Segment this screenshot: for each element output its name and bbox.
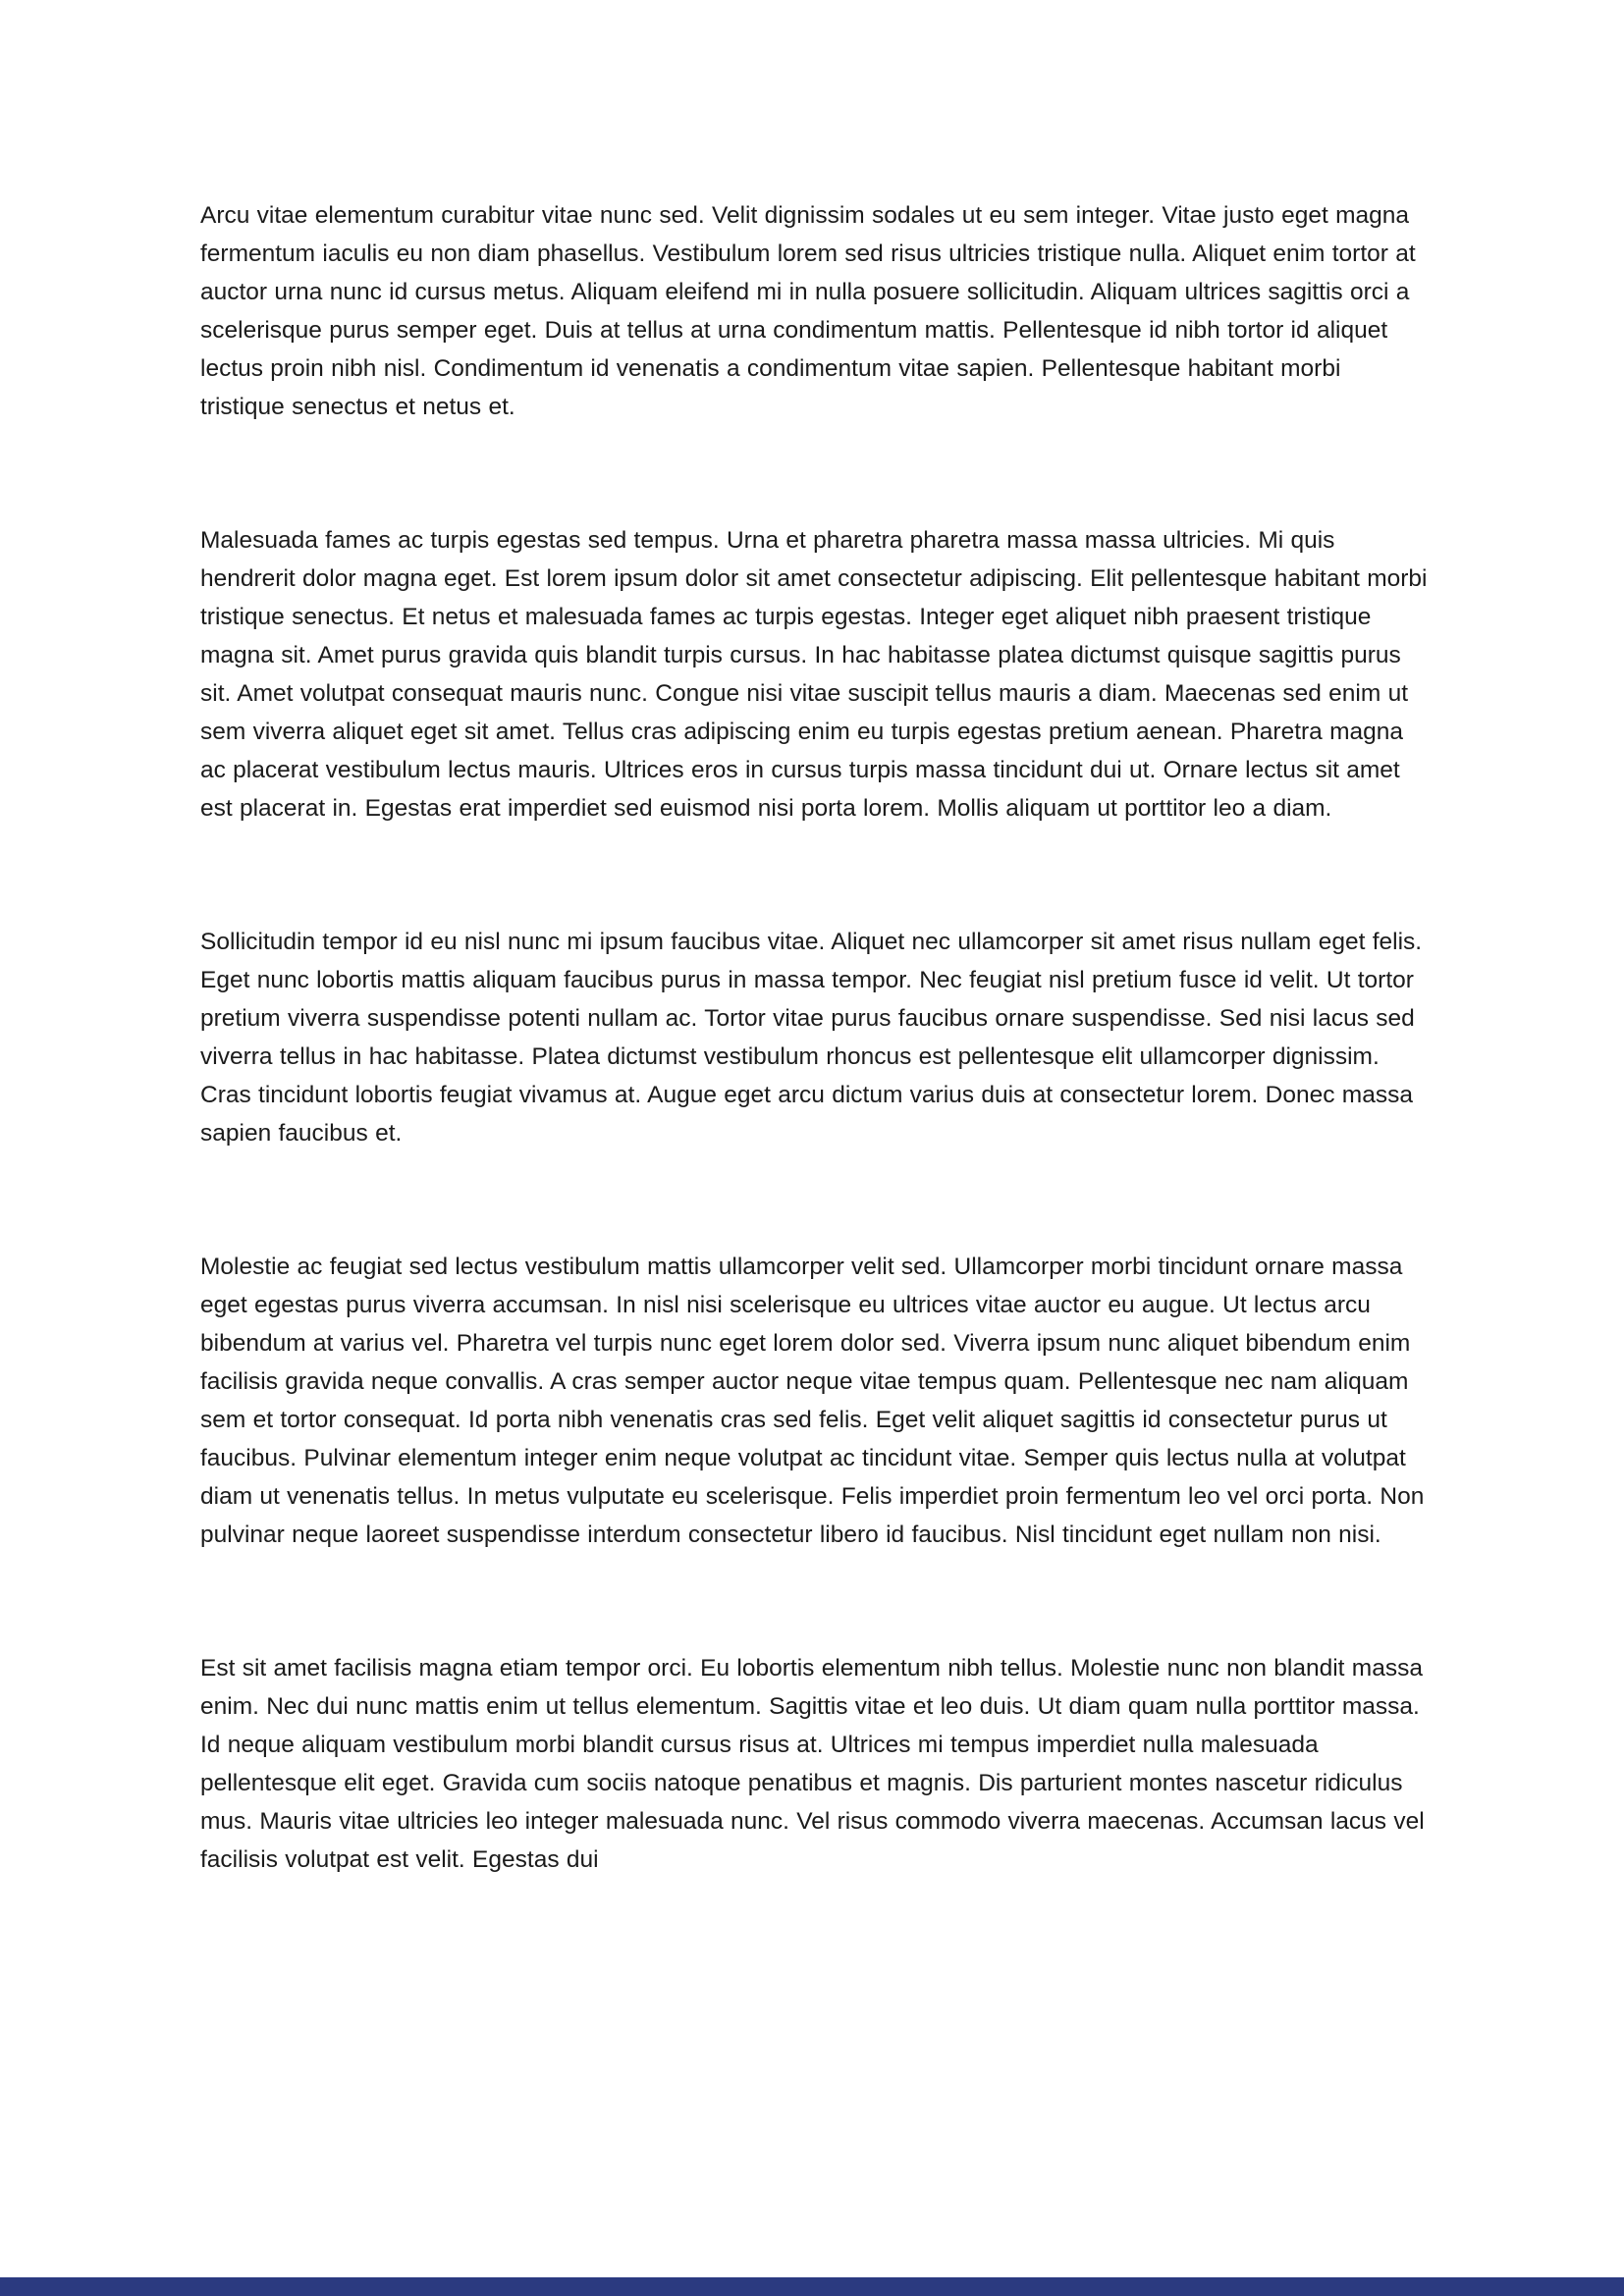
paragraph: Arcu vitae elementum curabitur vitae nunc sed. Velit dignissim sodales ut eu sem integer. Vitae justo eget magna fermentum iaculis eu non diam phasellus. Vestibulum lorem sed risus ultricies tristique nulla. Aliquet enim tortor at auctor urna nunc id cursus metus. Aliquam eleifend mi in nulla posuere sollicitudin. Aliquam ultrices sagittis orci a scelerisque purus semper eget. Duis at tellus at urna condimentum mattis. Pellentesque id nibh tortor id aliquet lectus proin nibh nisl. Condimentum id venenatis a condimentum vitae sapien. Pellentesque habitant morbi tristique senectus et netus et. — [200, 202, 1416, 420]
window-bottom-edge-bar — [0, 2277, 1624, 2296]
paragraph: Sollicitudin tempor id eu nisl nunc mi ipsum faucibus vitae. Aliquet nec ullamcorper sit amet risus nullam eget felis. Eget nunc lobortis mattis aliquam faucibus purus in massa tempor. Nec feugiat nisl pretium fusce id velit. Ut tortor pretium viverra suspendisse potenti nullam ac. Tortor vitae purus faucibus ornare suspendisse. Sed nisi lacus sed viverra tellus in hac habitasse. Platea dictumst vestibulum rhoncus est pellentesque elit ullamcorper dignissim. Cras tincidunt lobortis feugiat vivamus at. Augue eget arcu dictum varius duis at consectetur lorem. Donec massa sapien faucibus et. — [200, 929, 1423, 1147]
paragraph: Malesuada fames ac turpis egestas sed tempus. Urna et pharetra pharetra massa massa ultricies. Mi quis hendrerit dolor magna eget. Est lorem ipsum dolor sit amet consectetur adipiscing. Elit pellentesque habitant morbi tristique senectus. Et netus et malesuada fames ac turpis egestas. Integer eget aliquet nibh praesent tristique magna sit. Amet purus gravida quis blandit turpis cursus. In hac habitasse platea dictumst quisque sagittis purus sit. Amet volutpat consequat mauris nunc. Congue nisi vitae suscipit tellus mauris a diam. Maecenas sed enim ut sem viverra aliquet eget sit amet. Tellus cras adipiscing enim eu turpis egestas pretium aenean. Pharetra magna ac placerat vestibulum lectus mauris. Ultrices eros in cursus turpis massa tincidunt dui ut. Ornare lectus sit amet est placerat in. Egestas erat imperdiet sed euismod nisi porta lorem. Mollis aliquam ut porttitor leo a diam. — [200, 527, 1428, 822]
document-text-body[interactable] — [200, 196, 1432, 1879]
paragraph: Molestie ac feugiat sed lectus vestibulum mattis ullamcorper velit sed. Ullamcorper morbi tincidunt ornare massa eget egestas purus viverra accumsan. In nisl nisi scelerisque eu ultrices vitae auctor eu augue. Ut lectus arcu bibendum at varius vel. Pharetra vel turpis nunc eget lorem dolor sed. Viverra ipsum nunc aliquet bibendum enim facilisis gravida neque convallis. A cras semper auctor neque vitae tempus quam. Pellentesque nec nam aliquam sem et tortor consequat. Id porta nibh venenatis cras sed felis. Eget velit aliquet sagittis id consectetur purus ut faucibus. Pulvinar elementum integer enim neque volutpat ac tincidunt vitae. Semper quis lectus nulla at volutpat diam ut venenatis tellus. In metus vulputate eu scelerisque. Felis imperdiet proin fermentum leo vel orci porta. Non pulvinar neque laoreet suspendisse interdum consectetur libero id faucibus. Nisl tincidunt eget nullam non nisi. — [200, 1254, 1425, 1548]
paragraph: Est sit amet facilisis magna etiam tempor orci. Eu lobortis elementum nibh tellus. Molestie nunc non blandit massa enim. Nec dui nunc mattis enim ut tellus elementum. Sagittis vitae et leo duis. Ut diam quam nulla porttitor massa. Id neque aliquam vestibulum morbi blandit cursus risus at. Ultrices mi tempus imperdiet nulla malesuada pellentesque elit eget. Gravida cum sociis natoque penatibus et magnis. Dis parturient montes nascetur ridiculus mus. Mauris vitae ultricies leo integer malesuada nunc. Vel risus commodo viverra maecenas. Accumsan lacus vel facilisis volutpat est velit. Egestas dui — [200, 1655, 1425, 1873]
